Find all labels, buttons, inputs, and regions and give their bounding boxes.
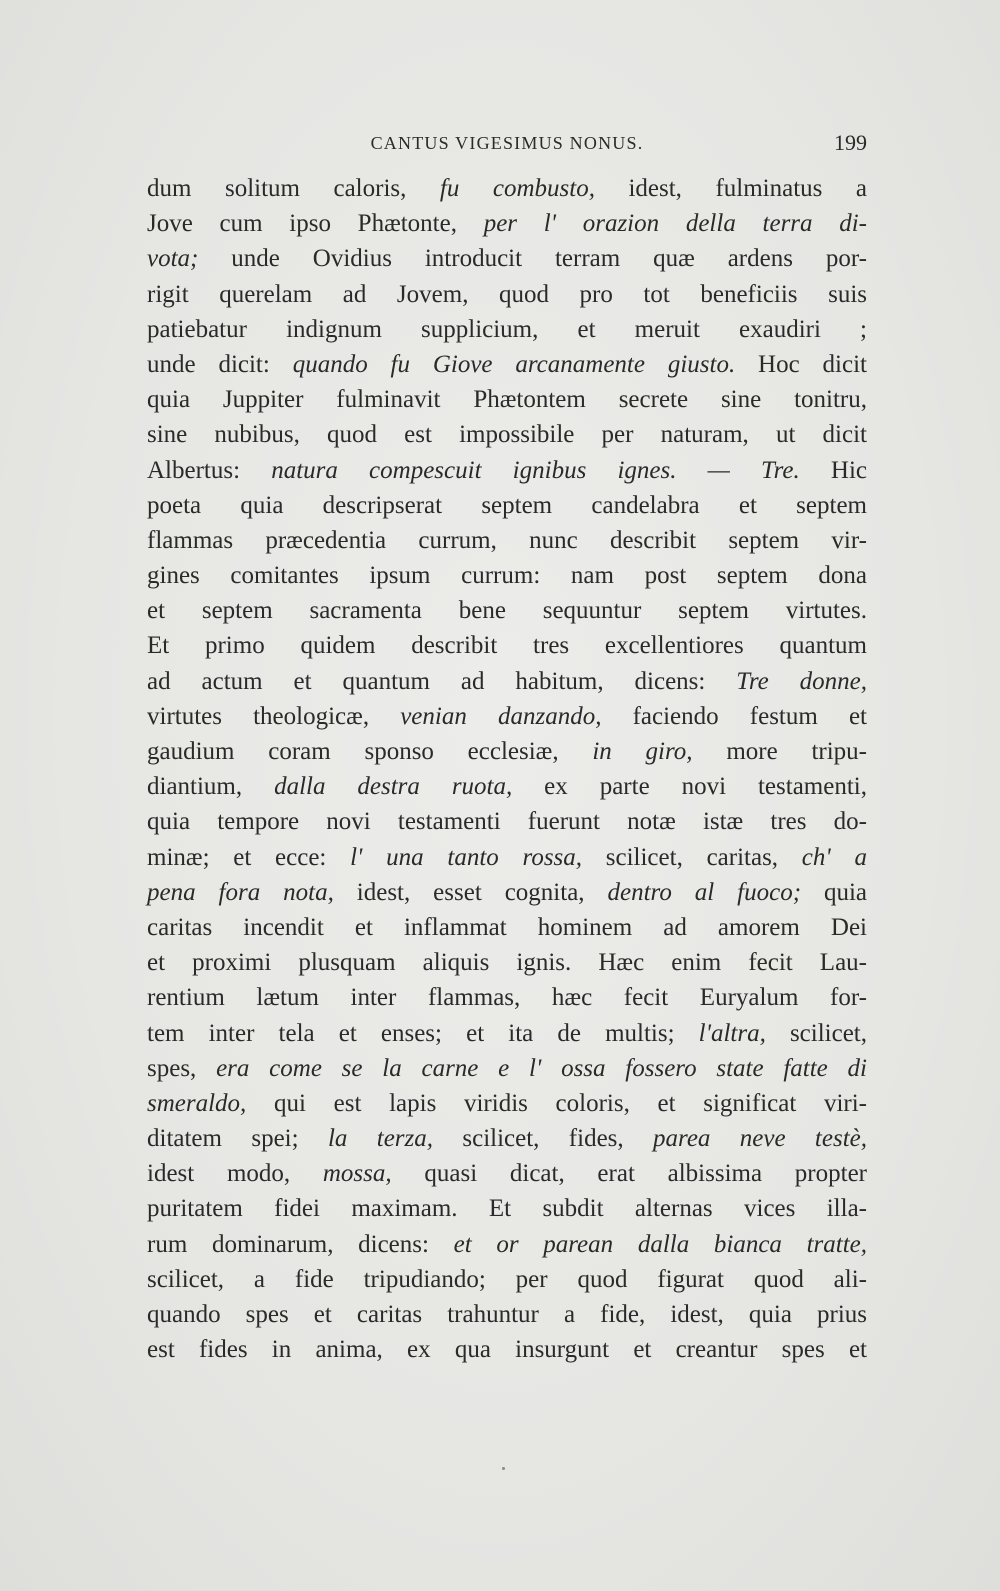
roman-text: more tripu- bbox=[692, 738, 867, 765]
italic-text: l' una tanto rossa, bbox=[350, 843, 583, 871]
roman-text: Hic bbox=[799, 456, 867, 484]
roman-text: Et primo quidem describit tres excellentiores quantum bbox=[147, 632, 867, 660]
text-line bbox=[147, 1297, 867, 1332]
text-line bbox=[147, 910, 867, 945]
italic-text: vota; bbox=[147, 245, 199, 273]
italic-text: dentro al fuoco; bbox=[607, 878, 802, 906]
roman-text: ex parte novi testamenti, bbox=[512, 773, 867, 801]
running-title: CANTUS VIGESIMUS NONUS. bbox=[370, 133, 644, 153]
text-line bbox=[147, 1121, 867, 1156]
italic-text: venian danzando, bbox=[400, 702, 602, 730]
italic-text: in giro, bbox=[592, 738, 693, 765]
text-line bbox=[147, 628, 867, 663]
italic-text: smeraldo, bbox=[147, 1089, 247, 1117]
text-line bbox=[147, 980, 867, 1015]
roman-text: gines comitantes ipsum currum: nam post septem dona bbox=[147, 562, 867, 590]
italic-text: parea neve testè, bbox=[653, 1125, 867, 1153]
roman-text: scilicet, a fide tripudiando; per quod figurat quod ali- bbox=[147, 1265, 867, 1293]
roman-text: patiebatur indignum supplicium, et meruit exaudiri ; bbox=[147, 315, 867, 343]
roman-text: sine nubibus, quod est impossibile per naturam, ut dicit bbox=[147, 421, 867, 449]
text-line bbox=[147, 206, 867, 241]
italic-text: natura compescuit ignibus ignes. — Tre. bbox=[271, 456, 800, 484]
roman-text: dum solitum caloris, bbox=[147, 175, 440, 202]
roman-text: Albertus: bbox=[147, 456, 272, 484]
roman-text: quia tempore novi testamenti fuerunt notæ istæ tres do- bbox=[147, 808, 867, 836]
italic-text: era come se la carne e l' ossa fossero state fatte di bbox=[216, 1054, 867, 1082]
text-line bbox=[147, 523, 867, 558]
text-line bbox=[147, 769, 867, 804]
text-line bbox=[147, 347, 867, 382]
roman-text: Hoc dicit bbox=[735, 350, 867, 378]
italic-text: l'altra, bbox=[698, 1019, 766, 1047]
text-line bbox=[147, 382, 867, 417]
roman-text: poeta quia descripserat septem candelabra et septem bbox=[147, 491, 867, 519]
roman-text: diantium, bbox=[147, 773, 275, 801]
roman-text: et septem sacramenta bene sequuntur septem virtutes. bbox=[147, 597, 867, 625]
text-line bbox=[147, 417, 867, 452]
roman-text: ad actum et quantum ad habitum, dicens: bbox=[147, 667, 737, 695]
roman-text: virtutes theologicæ, bbox=[147, 702, 401, 730]
roman-text: scilicet, bbox=[765, 1019, 867, 1047]
italic-text: pena fora nota, bbox=[147, 878, 334, 906]
roman-text: gaudium coram sponso ecclesiæ, bbox=[147, 738, 593, 765]
roman-text: unde Ovidius introducit terram quæ ardens por- bbox=[198, 245, 867, 273]
roman-text: scilicet, caritas, bbox=[582, 843, 802, 871]
italic-text: mossa, bbox=[322, 1160, 392, 1188]
text-line bbox=[147, 804, 867, 839]
roman-text: quia Juppiter fulminavit Phætontem secrete sine tonitru, bbox=[147, 386, 867, 414]
italic-text: la terza, bbox=[327, 1125, 434, 1153]
roman-text: quasi dicat, erat albissima propter bbox=[391, 1160, 867, 1188]
text-line bbox=[147, 558, 867, 593]
text-line bbox=[147, 1191, 867, 1226]
text-line bbox=[147, 1016, 867, 1051]
body-text bbox=[147, 171, 867, 1367]
text-line bbox=[147, 277, 867, 312]
roman-text: caritas incendit et inflammat hominem ad amorem Dei bbox=[147, 913, 867, 941]
roman-text: quia bbox=[801, 878, 868, 906]
running-head bbox=[147, 128, 867, 158]
text-line bbox=[147, 1262, 867, 1297]
text-line bbox=[147, 1332, 867, 1367]
roman-text: idest, esset cognita, bbox=[333, 878, 608, 906]
roman-text: minæ; et ecce: bbox=[147, 843, 351, 871]
roman-text: spes, bbox=[147, 1054, 217, 1082]
page-number: 199 bbox=[834, 130, 867, 155]
roman-text: est fides in anima, ex qua insurgunt et creantur spes et bbox=[147, 1336, 867, 1364]
roman-text: faciendo festum et bbox=[601, 702, 867, 730]
italic-text: dalla destra ruota, bbox=[274, 773, 513, 801]
text-line bbox=[147, 734, 867, 769]
roman-text: unde dicit: bbox=[147, 350, 293, 378]
roman-text: puritatem fidei maximam. Et subdit alternas vices illa- bbox=[147, 1195, 867, 1223]
roman-text: rum dominarum, dicens: bbox=[147, 1230, 454, 1258]
roman-text: rigit querelam ad Jovem, quod pro tot beneficiis suis bbox=[147, 280, 867, 308]
text-line bbox=[147, 699, 867, 734]
roman-text: rentium lætum inter flammas, hæc fecit Euryalum for- bbox=[147, 984, 867, 1012]
roman-text: idest modo, bbox=[147, 1160, 323, 1188]
roman-text: qui est lapis viridis coloris, et significat viri- bbox=[246, 1089, 867, 1117]
text-line bbox=[147, 312, 867, 347]
roman-text: et proximi plusquam aliquis ignis. Hæc enim fecit Lau- bbox=[147, 949, 867, 977]
roman-text: tem inter tela et enses; et ita de multis; bbox=[147, 1019, 699, 1047]
text-line bbox=[147, 875, 867, 910]
italic-text: fu combusto, bbox=[439, 175, 595, 202]
paper-speck bbox=[502, 1467, 505, 1470]
text-line bbox=[147, 664, 867, 699]
text-line bbox=[147, 453, 867, 488]
roman-text: Jove cum ipso Phætonte, bbox=[147, 210, 484, 238]
roman-text: flammas præcedentia currum, nunc describit septem vir- bbox=[147, 526, 867, 554]
text-line bbox=[147, 171, 867, 206]
text-line bbox=[147, 1156, 867, 1191]
text-line bbox=[147, 1086, 867, 1121]
roman-text: quando spes et caritas trahuntur a fide, idest, quia prius bbox=[147, 1301, 867, 1328]
italic-text: Tre donne, bbox=[736, 667, 867, 695]
text-line bbox=[147, 593, 867, 628]
roman-text: idest, fulminatus a bbox=[594, 175, 867, 202]
text-line bbox=[147, 488, 867, 523]
roman-text: ditatem spei; bbox=[147, 1125, 328, 1153]
text-line bbox=[147, 840, 867, 875]
italic-text: ch' a bbox=[801, 843, 867, 871]
italic-text: quando fu Giove arcanamente giusto. bbox=[292, 350, 736, 378]
italic-text: per l' orazion della terra di- bbox=[483, 210, 868, 238]
text-line bbox=[147, 945, 867, 980]
italic-text: et or parean dalla bianca tratte, bbox=[453, 1230, 868, 1258]
text-line bbox=[147, 1227, 867, 1262]
text-line bbox=[147, 1051, 867, 1086]
text-line bbox=[147, 241, 867, 276]
roman-text: scilicet, fides, bbox=[433, 1125, 654, 1153]
